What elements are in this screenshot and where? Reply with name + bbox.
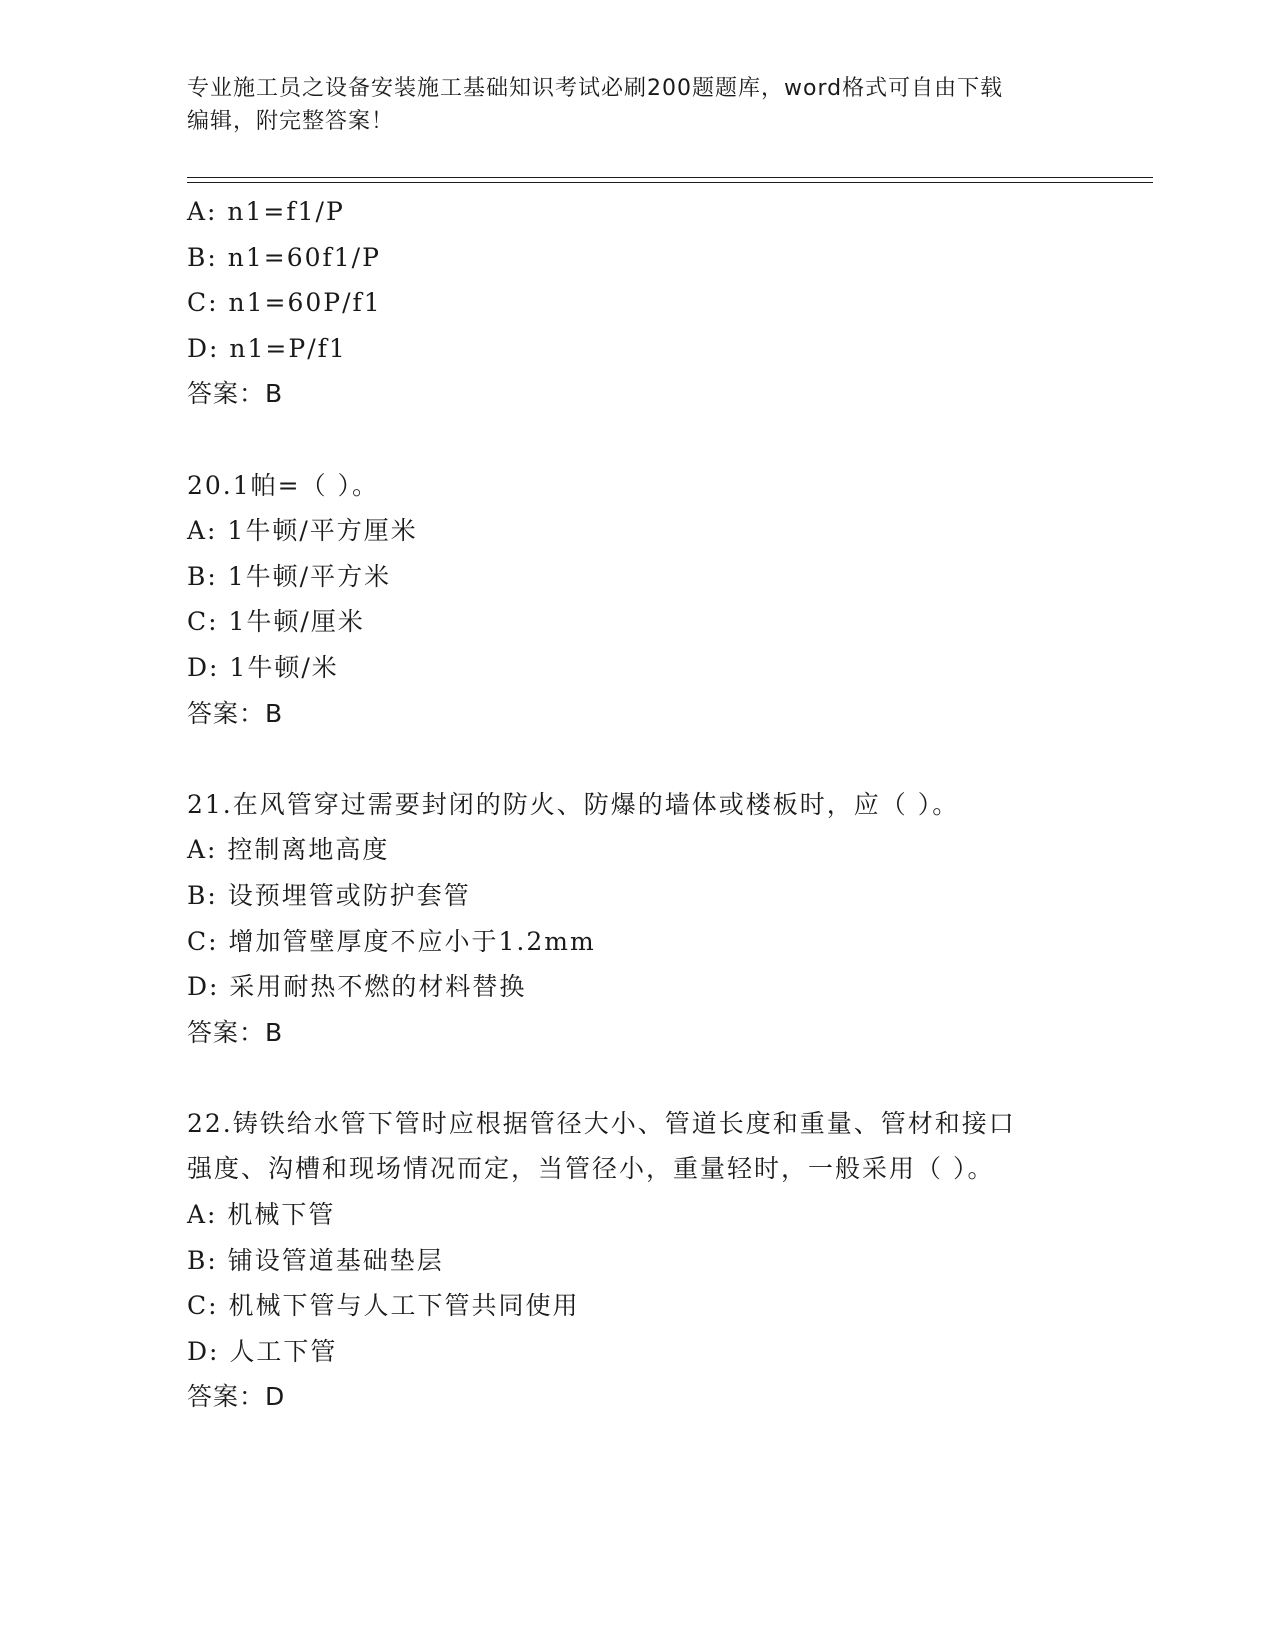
spacer bbox=[187, 1055, 1087, 1101]
document-body bbox=[187, 189, 1087, 1420]
option-a: A: 控制离地高度 bbox=[187, 835, 390, 865]
question-text-line-2: 强度、沟槽和现场情况而定，当管径小，重量轻时，一般采用（ ）。 bbox=[187, 1154, 995, 1184]
option-b: B: 设预埋管或防护套管 bbox=[187, 880, 471, 910]
option-d: D: 1牛顿/米 bbox=[187, 652, 339, 682]
question-text-line-1: 22.铸铁给水管下管时应根据管径大小、管道长度和重量、管材和接口 bbox=[187, 1108, 1016, 1138]
option-c: C: n1=60P/f1 bbox=[187, 288, 382, 318]
spacer bbox=[187, 736, 1087, 782]
option-b: B: 1牛顿/平方米 bbox=[187, 561, 392, 591]
question-21 bbox=[187, 782, 1087, 1056]
question-text: 21.在风管穿过需要封闭的防火、防爆的墙体或楼板时，应（ ）。 bbox=[187, 789, 960, 819]
option-c: C: 1牛顿/厘米 bbox=[187, 607, 365, 637]
option-a: A: 1牛顿/平方厘米 bbox=[187, 516, 418, 546]
document-header bbox=[187, 72, 1067, 138]
answer: 答案：B bbox=[187, 698, 284, 728]
option-d: D: 人工下管 bbox=[187, 1336, 338, 1366]
option-c: C: 机械下管与人工下管共同使用 bbox=[187, 1291, 580, 1321]
spacer bbox=[187, 417, 1087, 463]
question-19 bbox=[187, 189, 1087, 417]
header-title-line-2: 编辑，附完整答案！ bbox=[187, 109, 395, 134]
option-d: D: 采用耐热不燃的材料替换 bbox=[187, 972, 527, 1002]
header-title-line-1: 专业施工员之设备安装施工基础知识考试必刷200题题库，word格式可自由下载 bbox=[187, 76, 1004, 101]
option-b: B: n1=60f1/P bbox=[187, 242, 381, 272]
answer: 答案：B bbox=[187, 379, 284, 409]
question-22 bbox=[187, 1101, 1087, 1420]
option-d: D: n1=P/f1 bbox=[187, 333, 347, 363]
answer: 答案：D bbox=[187, 1382, 286, 1412]
question-20 bbox=[187, 463, 1087, 737]
header-rule-top bbox=[187, 177, 1153, 178]
header-rule-bottom bbox=[187, 182, 1153, 183]
answer: 答案：B bbox=[187, 1017, 284, 1047]
question-text: 20.1帕=（ ）。 bbox=[187, 470, 380, 500]
option-a: A: n1=f1/P bbox=[187, 197, 345, 226]
option-a: A: 机械下管 bbox=[187, 1200, 336, 1230]
option-b: B: 铺设管道基础垫层 bbox=[187, 1245, 444, 1275]
option-c: C: 增加管壁厚度不应小于1.2mm bbox=[187, 926, 596, 956]
